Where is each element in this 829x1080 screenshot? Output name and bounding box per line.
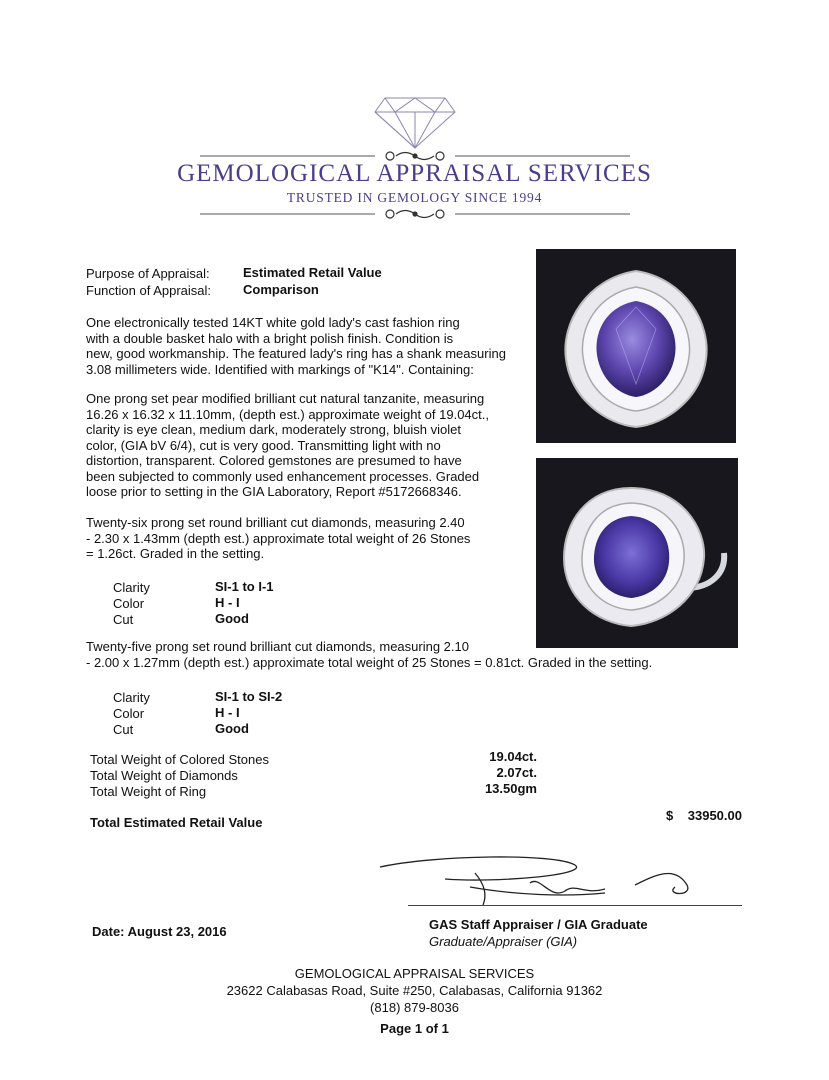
appraisal-date: Date: August 23, 2016 <box>92 924 227 939</box>
description-line: new, good workmanship. The featured lady's ring has a shank measuring <box>86 346 506 361</box>
tanzanite-line: been subjected to commonly used enhancement processes. Graded <box>86 468 480 484</box>
page-number: Page 1 of 1 <box>380 1021 449 1036</box>
description-line: 3.08 millimeters wide. Identified with markings of "K14". Containing: <box>86 361 474 377</box>
diamonds-1-description <box>86 515 470 562</box>
diamonds-1-line: Twenty-six prong set round brilliant cut diamonds, measuring 2.40 <box>86 515 465 530</box>
grade-label: Cut <box>113 612 134 627</box>
total-value: 13.50gm <box>484 781 537 796</box>
tanzanite-line: 16.26 x 16.32 x 11.10mm, (depth est.) approximate weight of 19.04ct., <box>86 406 489 422</box>
appraiser-signature <box>375 855 745 910</box>
diamonds-2-line: Twenty-five prong set round brilliant cut diamonds, measuring 2.10 <box>86 639 469 654</box>
grade-value: Good <box>215 611 249 626</box>
grade-value: SI-1 to SI-2 <box>215 689 283 704</box>
grade-value: Good <box>215 721 249 736</box>
total-label: Total Weight of Diamonds <box>90 768 238 783</box>
ring-photo-top <box>536 249 736 443</box>
tanzanite-description <box>86 391 489 500</box>
grade-label: Cut <box>113 722 134 737</box>
description-line: with a double basket halo with a bright polish finish. Condition is <box>86 330 454 346</box>
total-value: 19.04ct. <box>489 749 537 764</box>
footer-phone: (818) 879-8036 <box>370 1000 459 1015</box>
scroll-ornament-icon <box>200 208 630 220</box>
ring-description <box>86 315 506 377</box>
footer-address: 23622 Calabasas Road, Suite #250, Calabasas, California 91362 <box>226 983 603 998</box>
purpose-label: Purpose of Appraisal: <box>86 266 210 281</box>
company-title: GEMOLOGICAL APPRAISAL SERVICES <box>177 160 652 187</box>
appraiser-title: GAS Staff Appraiser / GIA Graduate <box>429 917 648 932</box>
tanzanite-line: color, (GIA bV 6/4), cut is very good. Transmitting light with no <box>86 437 441 453</box>
total-label: Total Weight of Colored Stones <box>90 752 269 767</box>
total-label: Total Weight of Ring <box>90 784 207 799</box>
signature-line <box>408 905 742 906</box>
function-label: Function of Appraisal: <box>86 283 212 298</box>
function-value: Comparison <box>243 282 319 297</box>
currency-symbol: $ <box>666 808 674 823</box>
purpose-value: Estimated Retail Value <box>243 265 382 280</box>
diamonds-1-line: = 1.26ct. Graded in the setting. <box>86 546 265 561</box>
tanzanite-line: clarity is eye clean, medium dark, moderately strong, bluish violet <box>86 422 461 437</box>
footer-company: GEMOLOGICAL APPRAISAL SERVICES <box>294 966 535 981</box>
retail-value-amount: 33950.00 <box>687 808 742 823</box>
tanzanite-line: distortion, transparent. Colored gemstones are presumed to have <box>86 453 462 468</box>
grade-label: Clarity <box>113 690 150 705</box>
ring-photo-bottom <box>536 458 738 648</box>
retail-value-label: Total Estimated Retail Value <box>90 815 263 830</box>
grade-label: Color <box>113 596 145 611</box>
appraiser-subtitle: Graduate/Appraiser (GIA) <box>429 934 578 949</box>
diamond-logo-icon <box>370 90 460 150</box>
company-tagline: TRUSTED IN GEMOLOGY SINCE 1994 <box>286 190 543 205</box>
grade-value: H - I <box>215 595 240 610</box>
grade-value: H - I <box>215 705 240 720</box>
total-value: 2.07ct. <box>496 765 537 780</box>
diamonds-1-line: - 2.30 x 1.43mm (depth est.) approximate total weight of 26 Stones <box>86 530 471 546</box>
tanzanite-line: One prong set pear modified brilliant cut natural tanzanite, measuring <box>86 391 485 406</box>
diamonds-2-line: - 2.00 x 1.27mm (depth est.) approximate total weight of 25 Stones = 0.81ct. Graded in the setting. <box>86 654 653 670</box>
grade-label: Color <box>113 706 145 721</box>
grade-value: SI-1 to I-1 <box>215 579 274 594</box>
grade-label: Clarity <box>113 580 150 595</box>
description-line: One electronically tested 14KT white gold lady's cast fashion ring <box>86 315 460 330</box>
tanzanite-line: loose prior to setting in the GIA Laboratory, Report #5172668346. <box>86 484 462 499</box>
